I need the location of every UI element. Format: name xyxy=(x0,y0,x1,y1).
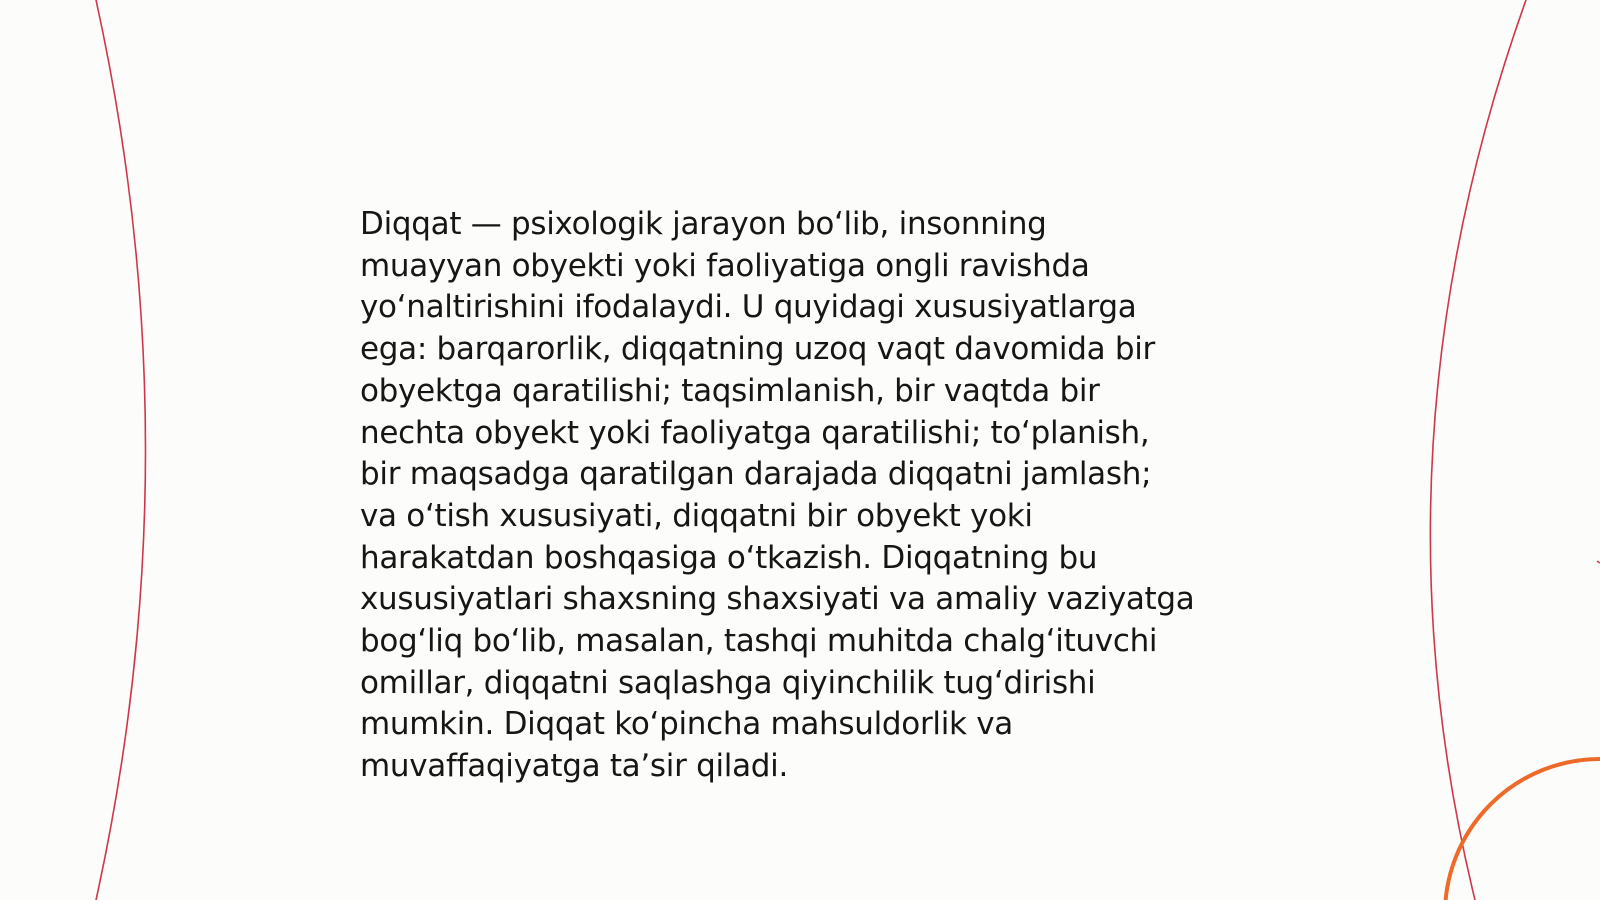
right-curve xyxy=(1430,0,1526,900)
left-curve xyxy=(96,0,146,900)
body-text: Diqqat — psixologik jarayon bo‘lib, insonning muayyan obyekti yoki faoliyatiga ongli ravishda yo‘naltirishini ifodalaydi. U quyidagi xususiyatlarga ega: barqarorlik, diqqatning uzoq vaqt davomida bir obyektga qaratilishi; taqsimlanish, bir vaqtda bir nechta obyekt yoki faoliyatga qaratilishi; to‘planish, bir maqsadga qaratilgan darajada diqqatni jamlash; va o‘tish xususiyati, diqqatni bir obyekt yoki harakatdan boshqasiga o‘tkazish. Diqqatning bu xususiyatlari shaxsning shaxsiyati va amaliy vaziyatga bog‘liq bo‘lib, masalan, tashqi muhitda chalg‘ituvchi omillar, diqqatni saqlashga qiyinchilik tug‘dirishi mumkin. Diqqat ko‘pincha mahsuldorlik va muvaffaqiyatga ta’sir qiladi. xyxy=(360,206,1195,785)
orange-arc xyxy=(1445,759,1600,900)
